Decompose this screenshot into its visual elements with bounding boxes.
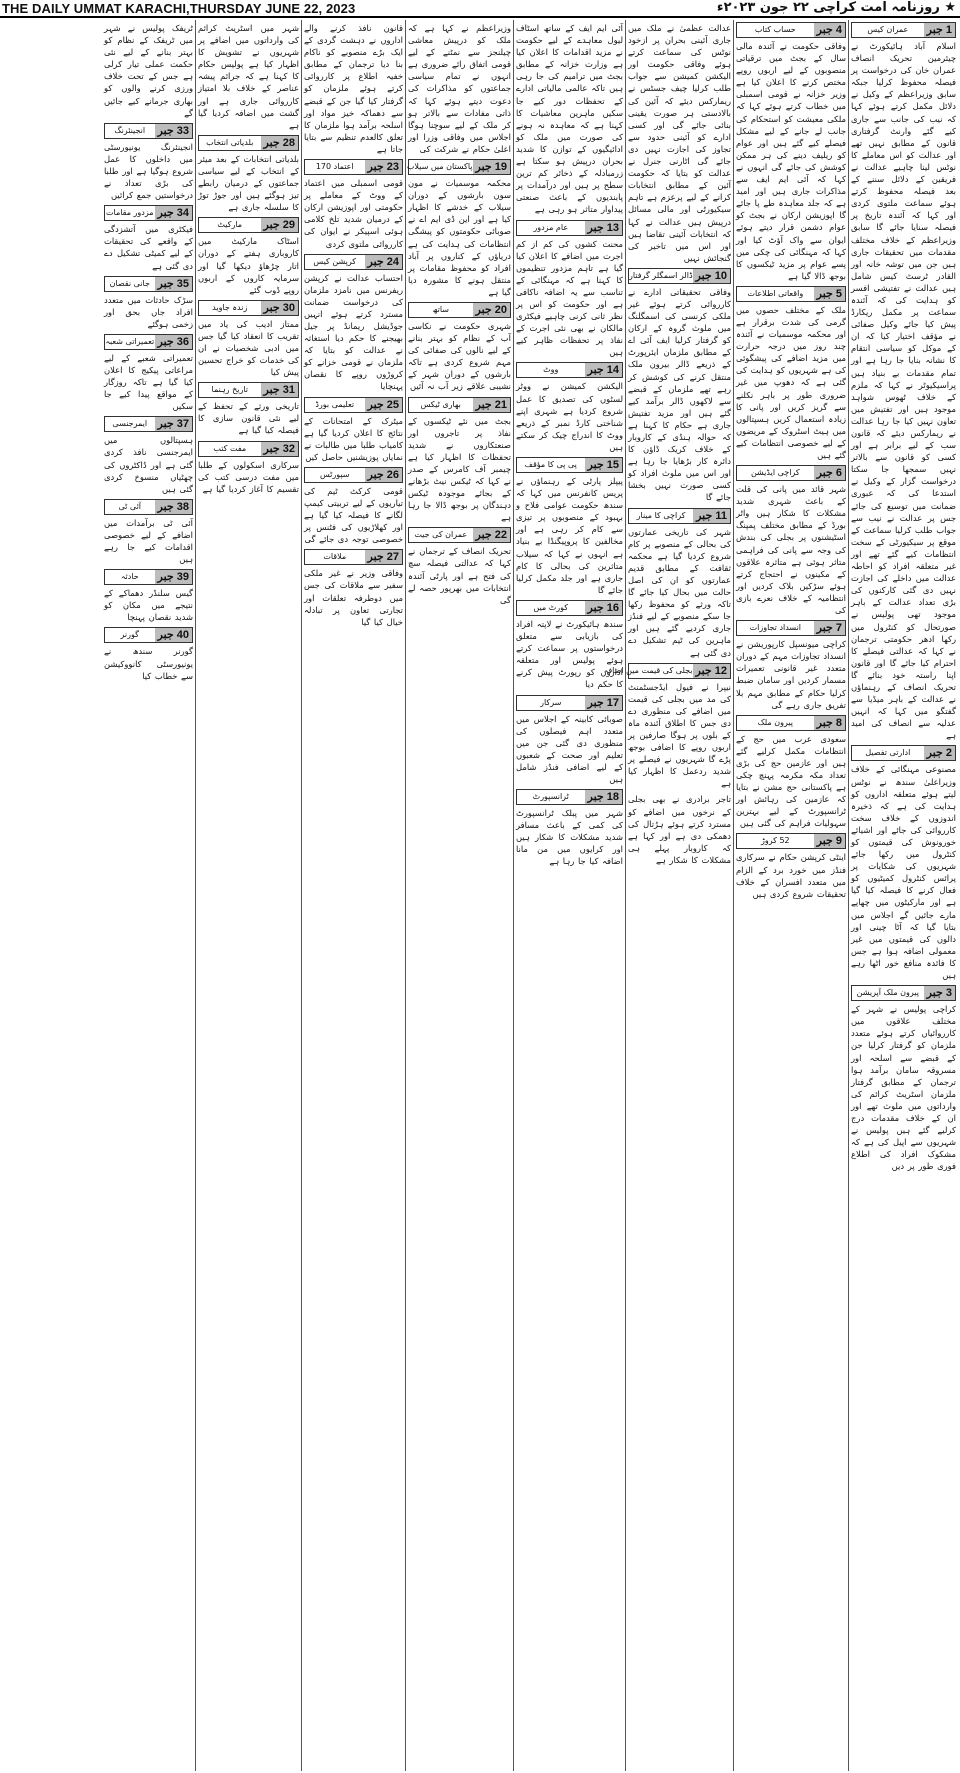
item-caption: بھاری ٹیکس [420,399,461,409]
item-body-text: پیپلز پارٹی کے رہنماؤں نے پریس کانفرنس میں کہا کہ سندھ حکومت عوامی فلاح و بہبود کے منصوبوں پر تیزی سے کام کر رہی ہے اور مخالفین کا پروپیگنڈا بے بنیاد ہے انہوں نے کہا کہ سیلاب متاثرین کی بحالی کا کام جاری ہے اور جلد مکمل کرلیا جائے گا [516,476,623,595]
item-header [104,205,193,221]
item-header [104,416,193,432]
column-5 [405,20,513,1771]
item-header [736,620,846,636]
item-body-text: گیس سلنڈر دھماکے کے نتیجے میں مکان کو شدید نقصان پہنچا [104,588,193,623]
item-number: 1 جبر [924,23,955,37]
item-body-text: شہری حکومت نے نکاسی آب کے نظام کو بہتر بنانے کے لیے نالوں کی صفائی کی مہم شروع کردی ہے تاکہ بارشوں کے دوران شہر کے نشیبی علاقے زیر آب نہ آئیں [408,320,511,392]
item-body-text: قومی کرکٹ ٹیم کی تیاریوں کے لیے تربیتی کیمپ لگانے کا فیصلہ کیا گیا ہے اور کھلاڑیوں کی فٹنس پر خصوصی توجہ دی جائے گی [304,485,403,545]
item-header [851,22,956,38]
item-header [516,220,623,236]
item-header [104,334,193,350]
item-caption: مزدور مقامات [105,208,154,218]
news-item [104,123,193,201]
item-header [104,569,193,585]
item-body-text: الیکشن کمیشن نے ووٹر لسٹوں کی تصدیق کا عمل شروع کردیا ہے شہری اپنے شناختی کارڈ نمبر کے ذریعے ووٹ کا اندراج چیک کر سکتے ہیں [516,381,623,452]
news-item [304,22,403,155]
item-body-text: گورنر سندھ نے یونیورسٹی کانووکیشن سے خطاب کیا [104,646,193,681]
item-body-text: بجٹ میں نئے ٹیکسوں کے نفاذ پر تاجروں اور صنعتکاروں نے شدید تحفظات کا اظہار کیا ہے چیمبر آف کامرس کے صدر نے کہا کہ ٹیکس نیٹ بڑھانے کے بجائے موجودہ ٹیکس دہندگان پر بوجھ ڈالا جا رہا ہے [408,415,511,523]
news-item [408,527,511,605]
news-item [304,397,403,463]
item-header [198,217,299,233]
item-body-text: سعودی عرب میں حج کے انتظامات مکمل کرلیے گئے ہیں اور عازمین حج کی بڑی تعداد مکہ مکرمہ پہنچ چکی ہے پاکستانی حج مشن نے بتایا کہ عازمین کی رہائش اور ٹرانسپورٹ کے لیے بہترین سہولیات فراہم کی گئی ہیں [736,733,846,829]
item-header [104,123,193,139]
news-item [104,569,193,623]
item-caption: کراچی کا مینار [636,510,686,520]
item-caption: حساب کتاب [754,25,796,34]
item-number: 5 جبر [814,287,845,301]
item-header [304,549,403,565]
news-item [516,457,623,596]
item-caption: حادثہ [120,572,139,582]
column-8 [102,20,195,1771]
item-number: 12 جبر [693,664,731,678]
item-number: 19 جبر [473,160,511,174]
item-body-text: محکمہ موسمیات نے مون سون بارشوں کے دوران سیلاب کے خدشے کا اظہار کیا ہے اور این ڈی ایم اے نے صوبائی حکومتوں کو پیشگی انتظامات کی ہدایت کی ہے دریاؤں کے کناروں پر آباد افراد کو محفوظ مقامات پر منتقل ہونے کا مشورہ دیا گیا ہے [408,178,511,297]
item-body-text: کراچی پولیس نے شہر کے مختلف علاقوں میں کارروائیاں کرتے ہوئے متعدد ملزمان کو گرفتار کرلیا جن کے قبضے سے اسلحہ اور مسروقہ سامان برآمد ہوا ترجمان کے مطابق گرفتار ملزمان اسٹریٹ کرائم کی وارداتوں میں ملوث تھے اور ان کے خلاف مقدمات درج کرلیے گئے ہیں پولیس نے شہریوں سے اپیل کی ہے کہ مشکوک افراد کی اطلاع فوری طور پر دیں [851,1004,956,1172]
news-item [851,745,956,981]
news-item [198,217,299,295]
item-body-text: سڑک حادثات میں متعدد افراد جاں بحق اور زخمی ہوگئے [104,294,193,329]
news-item [104,499,193,565]
item-header [628,508,731,524]
item-caption: انسداد تجاوزات [749,623,802,633]
column-1 [848,20,958,1771]
item-number: 7 جبر [814,621,845,635]
news-item [736,465,846,616]
item-number: 20 جبر [473,303,511,317]
item-number: 38 جبر [155,500,193,514]
item-header [736,715,846,731]
item-number: 35 جبر [155,277,193,291]
news-item [736,833,846,899]
item-number: 40 جبر [155,628,193,642]
masthead-urdu-title: ★ روزنامہ امت کراچی ۲۲ جون ۲۰۲۳ء [716,0,956,15]
item-body-text: وزیراعظم نے کہا ہے کہ ملک کو درپیش معاشی چیلنجز سے نمٹنے کے لیے قومی اتفاق رائے ضروری ہے انہوں نے تمام سیاسی جماعتوں کو مذاکرات کی دعوت دیتے ہوئے کہا کہ ذاتی مفادات سے بالاتر ہو کر ملک کے لیے سوچنا ہوگا اجلاس میں وفاقی وزرا اور اعلیٰ حکام نے شرکت کی [408,23,511,154]
news-item [104,276,193,330]
item-number: 4 جبر [814,23,845,37]
item-number: 9 جبر [814,834,845,848]
item-number: 37 جبر [155,417,193,431]
item-body-text: کراچی میونسپل کارپوریشن نے انسداد تجاوزات مہم کے دوران متعدد غیر قانونی تعمیرات مسمار کردیں اور سامان ضبط کرلیا حکام کے مطابق مہم بلا تفریق جاری رہے گی [736,639,846,710]
item-body-text: قانون نافذ کرنے والے اداروں نے دہشت گردی کے ایک بڑے منصوبے کو ناکام بنا دیا ترجمان کے مطابق خفیہ اطلاع پر کارروائی کرتے ہوئے ملزمان کو گرفتار کیا گیا جن کے قبضے سے دھماکہ خیز مواد اور اسلحہ برآمد ہوا ملزمان کا تعلق کالعدم تنظیم سے بتایا جاتا ہے [304,23,403,154]
news-item [628,793,731,866]
item-number: 27 جبر [365,550,403,564]
news-columns [2,20,958,1771]
item-body-text: وفاقی حکومت نے آئندہ مالی سال کے بجٹ میں ترقیاتی منصوبوں کے لیے اربوں روپے مختص کرنے کا اعلان کیا ہے وزیر خزانہ نے قومی اسمبلی میں خطاب کرتے ہوئے کہا کہ ملکی معیشت کو استحکام کی جانب لے جانے کے لیے مشکل فیصلے کیے گئے ہیں اور عوام کو ریلیف دینے کی ہر ممکن کوشش کی جائے گی انہوں نے کہا کہ آئی ایم ایف سے مذاکرات جاری ہیں اور امید ہے کہ جلد معاہدہ طے پا جائے گا اپوزیشن ارکان نے بجٹ کو عوام دشمن قرار دیتے ہوئے ایوان سے واک آؤٹ کیا اور کہا کہ مہنگائی کی چکی میں پسے عوام پر مزید ٹیکسوں کا بوجھ ڈالا گیا ہے [736,41,846,281]
item-caption: عام مزدور [533,222,569,232]
item-caption: سپورٹس [319,469,350,479]
item-body-text: شہر میں پبلک ٹرانسپورٹ کی کمی کے باعث مسافر شدید مشکلات کا شکار ہیں اور کرایوں میں من مانا اضافہ کیا جا رہا ہے [516,808,623,867]
news-item [104,416,193,494]
item-body-text: ہسپتالوں میں ایمرجنسی نافذ کردی گئی ہے اور ڈاکٹروں کی چھٹیاں منسوخ کردی گئی ہیں [104,435,193,494]
item-number: 3 جبر [924,986,955,1000]
item-number: 2 جبر [924,746,955,760]
item-body-text: مصنوعی مہنگائی کے خلاف وزیراعلیٰ سندھ نے نوٹس لیتے ہوئے متعلقہ اداروں کو ہدایت کی ہے کہ ذخیرہ اندوزوں کے خلاف سخت کارروائی کی جائے اور اشیائے خورونوش کی قیمتوں کو کنٹرول میں رکھا جائے شہریوں کی شکایات پر پرائس کنٹرول کمیٹیوں کو فعال کرنے کا فیصلہ کیا گیا ہے اور مارکیٹوں میں چھاپے مارے جائیں گے اجلاس میں بتایا گیا کہ آٹا چینی اور دالوں کی قیمتوں میں غیر معمولی اضافہ ہوا ہے جس کا فائدہ منافع خور اٹھا رہے ہیں [851,764,956,981]
item-caption: عمران کیس [867,25,909,34]
news-item [516,362,623,453]
item-number: 23 جبر [365,160,403,174]
news-item [304,254,403,393]
item-caption: 52 کروڑ [760,836,790,846]
item-body-text: عدالت عظمیٰ نے ملک میں جاری آئینی بحران پر ازخود نوٹس کی سماعت کرتے ہوئے وفاقی حکومت اور الیکشن کمیشن سے جواب طلب کرلیا چیف جسٹس نے ریمارکس دیئے کہ آئین کی بالادستی ہر صورت یقینی بنائی جائے گی اور کسی ادارے کو آئینی حدود سے تجاوز کی اجازت نہیں دی جائے گی اٹارنی جنرل نے عدالت کو بتایا کہ حکومت آئین کے مطابق انتخابات کرانے کے لیے پرعزم ہے تاہم سیکیورٹی اور مالی مسائل درپیش ہیں عدالت نے کہا کہ انتخابات آئینی تقاضا ہیں اور اس میں تاخیر کی گنجائش نہیں [628,23,731,263]
news-item [304,159,403,250]
item-header [198,441,299,457]
item-number: 17 جبر [585,696,623,710]
item-body-text: نیپرا نے فیول ایڈجسٹمنٹ کی مد میں بجلی کی قیمت میں اضافے کی منظوری دے دی جس کا اطلاق آئندہ ماہ کے بلوں پر ہوگا صارفین پر اربوں روپے کا اضافی بوجھ پڑے گا شہریوں نے فیصلے پر شدید ردعمل کا اظہار کیا ہے [628,681,731,789]
item-header [198,135,299,151]
item-number: 6 جبر [814,466,845,480]
item-header [408,302,511,318]
item-header [104,276,193,292]
news-item [304,549,403,627]
item-body-text: ٹریفک پولیس نے شہر میں ٹریفک کے نظام کو بہتر بنانے کے لیے نئی حکمت عملی تیار کرلی ہے جس کے تحت خلاف ورزی کرنے والوں کو بھاری جرمانے کیے جائیں گے [104,23,193,118]
item-body-text: تاریخی ورثے کے تحفظ کے لیے نئی قانون سازی کا فیصلہ کیا گیا ہے [198,401,299,436]
item-number: 22 جبر [473,528,511,542]
item-header [736,833,846,849]
item-number: 10 جبر [693,269,731,283]
item-caption: گورنر [120,630,139,640]
item-body-text: فیکٹری میں آتشزدگی کے واقعے کی تحقیقات کے لیے کمیٹی تشکیل دے دی گئی ہے [104,224,193,271]
item-body-text: بلدیاتی انتخابات کے بعد میئر کے انتخاب کے لیے سیاسی جماعتوں کے درمیان رابطے تیز ہوگئے ہیں اور جوڑ توڑ کا سلسلہ جاری ہے [198,153,299,213]
item-body-text: آئی ٹی برآمدات میں اضافے کے لیے خصوصی اقدامات کیے جا رہے ہیں [104,517,193,565]
item-body-text: اسٹاک مارکیٹ میں کاروباری ہفتے کے دوران اتار چڑھاؤ دیکھا گیا اور سرمایہ کاروں کے اربوں روپے ڈوب گئے [198,236,299,295]
item-number: 8 جبر [814,716,845,730]
item-caption: مفت کتب [213,443,247,453]
masthead [0,0,960,18]
news-item [628,268,731,504]
item-caption: کورٹ میں [533,602,569,612]
item-caption: کرپشن کیس [313,256,357,266]
masthead-english-title: THE DAILY UMMAT KARACHI,THURSDAY JUNE 22, 2023 [2,1,356,16]
item-caption: سرکار [540,697,562,707]
news-item [104,627,193,681]
item-number: 34 جبر [155,206,193,220]
news-item [851,22,956,741]
item-header [408,527,511,543]
item-number: 28 جبر [261,136,299,150]
item-caption: پیرون ملک آپریشن [856,988,919,998]
item-number: 21 جبر [473,398,511,412]
news-item [408,397,511,524]
item-caption: اعتماد 170 [315,162,354,172]
item-caption: پاکستان میں سیلاب [406,162,473,172]
news-item [408,159,511,298]
news-item [104,22,193,119]
item-header [304,397,403,413]
item-body-text: ممتاز ادیب کی یاد میں تقریب کا انعقاد کیا گیا جس میں ادبی شخصیات نے ان کی خدمات کو خراج تحسین پیش کیا [198,318,299,378]
column-6 [301,20,405,1771]
news-item [516,600,623,691]
item-number: 14 جبر [585,363,623,377]
item-body-text: شہر میں اسٹریٹ کرائم کی وارداتوں میں اضافے پر شہریوں نے تشویش کا اظہار کیا ہے پولیس حکام کا کہنا ہے کہ جرائم پیشہ عناصر کے خلاف بلا امتیاز کارروائی جاری ہے اور گشت میں اضافہ کردیا گیا ہے [198,23,299,130]
item-header [736,286,846,302]
item-number: 16 جبر [585,601,623,615]
item-body-text: آئی ایم ایف کے ساتھ اسٹاف لیول معاہدے کے لیے حکومت نے مزید اقدامات کا اعلان کیا ہے وزارت خزانہ کے مطابق بجٹ میں ترامیم کی جا رہی ہیں تاکہ عالمی مالیاتی ادارے کے تحفظات دور کیے جا سکیں ماہرین معاشیات کا کہنا ہے کہ معاہدہ نہ ہونے کی صورت میں ملک کو ادائیگیوں کے توازن کا شدید بحران درپیش ہو سکتا ہے زرمبادلہ کے ذخائر کم ترین سطح پر ہیں اور درآمدات پر پابندیوں کے باعث صنعتی پیداوار متاثر ہو رہی ہے [516,23,623,215]
column-2 [733,20,848,1771]
news-item [304,467,403,545]
item-header [516,600,623,616]
news-item [736,22,846,282]
news-item [198,22,299,131]
item-caption: آئی ٹی [118,501,142,511]
item-header [304,467,403,483]
item-caption: پیرون ملک [757,717,794,727]
item-caption: مارکیٹ [217,220,243,230]
item-body-text: تحریک انصاف کے ترجمان نے کہا کہ عدالتی فیصلہ سچ کی فتح ہے اور پارٹی آئندہ انتخابات میں بھرپور حصہ لے گی [408,546,511,605]
item-caption: کراچی ایڈیشن [750,468,800,478]
item-caption: تعمیراتی شعبہ [105,336,155,346]
item-number: 18 جبر [585,790,623,804]
item-caption: ڈالر اسمگلر گرفتار [628,270,693,280]
item-header [851,745,956,761]
star-icon: ★ [939,0,956,15]
item-caption: پی پی کا مؤقف [524,460,577,469]
item-header [104,499,193,515]
news-item [516,695,623,786]
item-caption: واقعاتی اطلاعات [747,288,804,298]
news-item [408,302,511,393]
item-header [736,465,846,481]
column-4 [513,20,625,1771]
item-body-text: میٹرک کے امتحانات کے نتائج کا اعلان کردیا گیا ہے کامیاب طلبا میں طالبات نے نمایاں پوزیشنیں حاصل کیں [304,415,403,462]
news-item [516,789,623,867]
item-caption: انجینئرنگ [114,125,146,135]
item-body-text: ملک کے مختلف حصوں میں گرمی کی شدت برقرار ہے اور محکمہ موسمیات نے آئندہ چند روز میں درجہ حرارت میں مزید اضافے کی پیشگوئی کی ہے شہریوں کو ہدایت کی گئی ہے کہ دھوپ میں غیر ضروری طور پر باہر نکلنے سے گریز کریں اور پانی کا زیادہ استعمال کریں ہسپتالوں میں ہیٹ اسٹروک کے مریضوں کے لیے خصوصی انتظامات کیے گئے ہیں [736,304,846,460]
item-number: 15 جبر [585,458,623,472]
item-header [304,254,403,270]
item-caption: زندہ جاوید [212,302,248,312]
news-item [408,22,511,155]
item-body-text: اسلام آباد ہائیکورٹ نے چیئرمین تحریک انصاف عمران خان کی درخواست پر فیصلہ محفوظ کرلیا جبکہ سابق وزیراعظم کے وکیل نے دلائل مکمل کرتے ہوئے کہا کہ نیب کی جانب سے جاری کیے گئے وارنٹ گرفتاری قانون کے مطابق نہیں تھے اور عدالت کو اس معاملے کا نوٹس لینا چاہیے عدالت نے فریقین کے دلائل سننے کے بعد فیصلہ محفوظ کرتے ہوئے سماعت ملتوی کردی اور کہا کہ آئندہ تاریخ پر فیصلہ سنایا جائے گا سابق وزیراعظم کے خلاف مختلف مقدمات میں تحقیقات جاری ہیں جن میں توشہ خانہ اور القادر ٹرسٹ کیس شامل ہیں عدالت نے تفتیشی افسر کو ہدایت کی کہ آئندہ سماعت پر مکمل ریکارڈ پیش کیا جائے وکیل صفائی نے مؤقف اختیار کیا کہ ان کے موکل کو سیاسی انتقام کا نشانہ بنایا جا رہا ہے اور تمام مقدمات بے بنیاد ہیں پراسیکیوٹر نے کہا کہ ملزم کے خلاف ٹھوس شواہد موجود ہیں اور تفتیش میں تعاون نہیں کیا جا رہا عدالت نے ریمارکس دیئے کہ قانون سب کے لیے برابر ہے اور کسی کو قانون سے بالاتر نہیں سمجھا جا سکتا درخواست گزار کے وکیل نے استدعا کی کہ عبوری ضمانت میں توسیع کی جائے جس پر عدالت نے نیب سے جواب طلب کرلیا سماعت کے موقع پر سیکیورٹی کے سخت انتظامات کیے گئے تھے اور غیر متعلقہ افراد کو احاطہ عدالت میں داخلے کی اجازت نہیں دی گئی کارکنوں کی بڑی تعداد عدالت کے باہر موجود تھی پولیس نے صورتحال کو کنٹرول میں رکھا ادھر حکومتی ترجمان نے کہا کہ عدالتی فیصلے کا احترام کیا جائے گا اور قانون اپنا راستہ خود بنائے گا تحریک انصاف کے رہنماؤں نے عدالت کے باہر میڈیا سے گفتگو میں کہا کہ انہیں عدلیہ سے انصاف کی امید ہے [851,41,956,741]
item-caption: تاریخ رہنما [211,385,248,395]
item-caption: ادارتی تفصیل [865,748,911,758]
news-item [516,22,623,216]
news-item [628,22,731,264]
item-header [104,627,193,643]
item-number: 30 جبر [261,301,299,315]
item-body-text: تاجر برادری نے بھی بجلی کے نرخوں میں اضافے کو مسترد کرتے ہوئے ہڑتال کی دھمکی دی ہے اور کہا ہے کہ کاروبار پہلے ہی مشکلات کا شکار ہے [628,794,731,865]
item-number: 13 جبر [585,221,623,235]
item-body-text: احتساب عدالت نے کرپشن ریفرنس میں نامزد ملزمان کی درخواست ضمانت مسترد کرتے ہوئے انہیں جوڈیشل ریمانڈ پر جیل بھیجنے کا حکم دیا استغاثہ نے عدالت کو بتایا کہ ملزمان نے قومی خزانے کو کروڑوں روپے کا نقصان پہنچایا [304,272,403,392]
news-item [104,334,193,412]
item-number: 11 جبر [693,509,730,523]
item-caption: عمران کی جیت [414,530,468,540]
item-header [516,789,623,805]
item-body-text: شہر کی تاریخی عمارتوں کی بحالی کے منصوبے پر کام شروع کردیا گیا ہے محکمہ ثقافت کے مطابق قدیم عمارتوں کو ان کی اصل حالت میں بحال کیا جائے گا تاکہ ورثے کو محفوظ رکھا جا سکے منصوبے کے لیے فنڈز جاری کردیے گئے ہیں اور ماہرین کی ٹیم تشکیل دے دی گئی ہے [628,526,731,658]
item-number: 31 جبر [261,383,299,397]
item-header [408,397,511,413]
item-header [198,382,299,398]
item-caption: ووٹ [543,365,559,375]
item-body-text: محنت کشوں کی کم از کم اجرت میں اضافے کا اعلان کیا گیا ہے تاہم مزدور تنظیموں کا کہنا ہے کہ مہنگائی کے تناسب سے یہ اضافہ ناکافی ہے اور حکومت کو اس پر نظر ثانی کرنی چاہیے فیکٹری مالکان نے بھی نئی اجرت کے نفاذ پر تحفظات ظاہر کیے ہیں [516,238,623,358]
item-body-text: اینٹی کرپشن حکام نے سرکاری فنڈز میں خورد برد کے الزام میں متعدد افسران کے خلاف تحقیقات شروع کردی ہیں [736,852,846,899]
item-caption: تعلیمی بورڈ [315,399,355,409]
item-caption: ایمرجنسی [112,419,148,429]
item-caption: جانی نقصان [109,278,150,288]
item-number: 33 جبر [155,124,193,138]
news-item [198,382,299,436]
item-caption: ساتھ [432,304,449,314]
news-item [628,508,731,659]
item-body-text: سندھ ہائیکورٹ نے لاپتہ افراد کی بازیابی سے متعلق درخواستوں پر سماعت کرتے ہوئے پولیس اور متعلقہ اداروں کو رپورٹ پیش کرنے کا حکم دیا [516,618,623,690]
item-number: 36 جبر [155,335,193,349]
item-number: 26 جبر [365,468,403,482]
item-caption: ملاقات [323,552,347,562]
news-item [736,286,846,461]
news-item [736,715,846,830]
item-body-text: قومی اسمبلی میں اعتماد کے ووٹ کے معاملے پر حکومتی اور اپوزیشن ارکان کے درمیان شدید تلخ کلامی ہوئی اسپیکر نے ایوان کی کارروائی ملتوی کردی [304,178,403,249]
item-header [198,300,299,316]
item-header [628,268,731,284]
item-body-text: تعمیراتی شعبے کے لیے مراعاتی پیکیج کا اعلان کیا گیا ہے تاکہ روزگار کے مواقع پیدا کیے جا سکیں [104,352,193,412]
news-item [198,441,299,495]
item-header [736,22,846,38]
item-body-text: صوبائی کابینہ کے اجلاس میں متعدد اہم فیصلوں کی منظوری دی گئی جن میں تعلیم اور صحت کے شعبوں کے لیے اضافی فنڈز شامل ہیں [516,713,623,784]
item-caption: بلدیاتی انتخاب [206,137,254,147]
column-7 [195,20,301,1771]
item-header [516,457,623,473]
item-header [408,159,511,175]
item-number: 25 جبر [365,398,403,412]
item-header [851,985,956,1001]
news-item [198,135,299,213]
news-item [851,985,956,1172]
item-header [516,362,623,378]
item-body-text: سرکاری اسکولوں کے طلبا میں مفت درسی کتب کی تقسیم کا آغاز کردیا گیا ہے [198,459,299,494]
news-item [198,300,299,378]
news-item [104,205,193,271]
item-caption: ٹرانسپورٹ [532,792,569,802]
item-body-text: انجینئرنگ یونیورسٹی میں داخلوں کا عمل شروع ہوگیا ہے اور طلبا کی بڑی تعداد نے درخواستیں جمع کرائیں [104,141,193,201]
item-body-text: وفاقی وزیر نے غیر ملکی سفیر سے ملاقات کی جس میں دوطرفہ تعلقات اور تجارتی تعاون پر تبادلہ خیال کیا گیا [304,568,403,627]
item-body-text: شہر قائد میں پانی کی قلت کے باعث شہری شدید مشکلات کا شکار ہیں واٹر بورڈ کے مطابق مختلف پمپنگ اسٹیشنوں پر بجلی کی بندش کی وجہ سے پانی کی فراہمی متاثر ہوئی ہے متاثرہ علاقوں کے مکینوں نے احتجاج کرتے ہوئے سڑکیں بلاک کردیں اور انتظامیہ کے خلاف نعرے بازی کی [736,484,846,616]
item-number: 24 جبر [365,255,403,269]
item-header [516,695,623,711]
news-item [736,620,846,711]
item-header [304,159,403,175]
item-number: 29 جبر [261,218,299,232]
item-caption: بجلی کی قیمت میں اضافہ [603,665,693,675]
news-item [516,220,623,359]
item-header [603,663,731,679]
item-number: 39 جبر [155,570,193,584]
item-body-text: وفاقی تحقیقاتی ادارے نے کارروائی کرتے ہوئے غیر ملکی کرنسی کی اسمگلنگ میں ملوث گروہ کے ارکان کو گرفتار کرلیا ایف آئی اے کے مطابق ملزمان ایئرپورٹ کے ذریعے ڈالر بیرون ملک منتقل کرنے کی کوشش کر رہے تھے ملزمان کے قبضے سے لاکھوں ڈالر برآمد کیے گئے ہیں اور مزید تفتیش جاری ہے حکام کا کہنا ہے کہ حوالہ ہنڈی کے کاروبار کے خلاف کریک ڈاؤن کا دائرہ کار بڑھایا جا رہا ہے اور اس میں ملوث افراد کو کسی صورت نہیں بخشا جائے گا [628,286,731,503]
item-number: 32 جبر [261,442,299,456]
